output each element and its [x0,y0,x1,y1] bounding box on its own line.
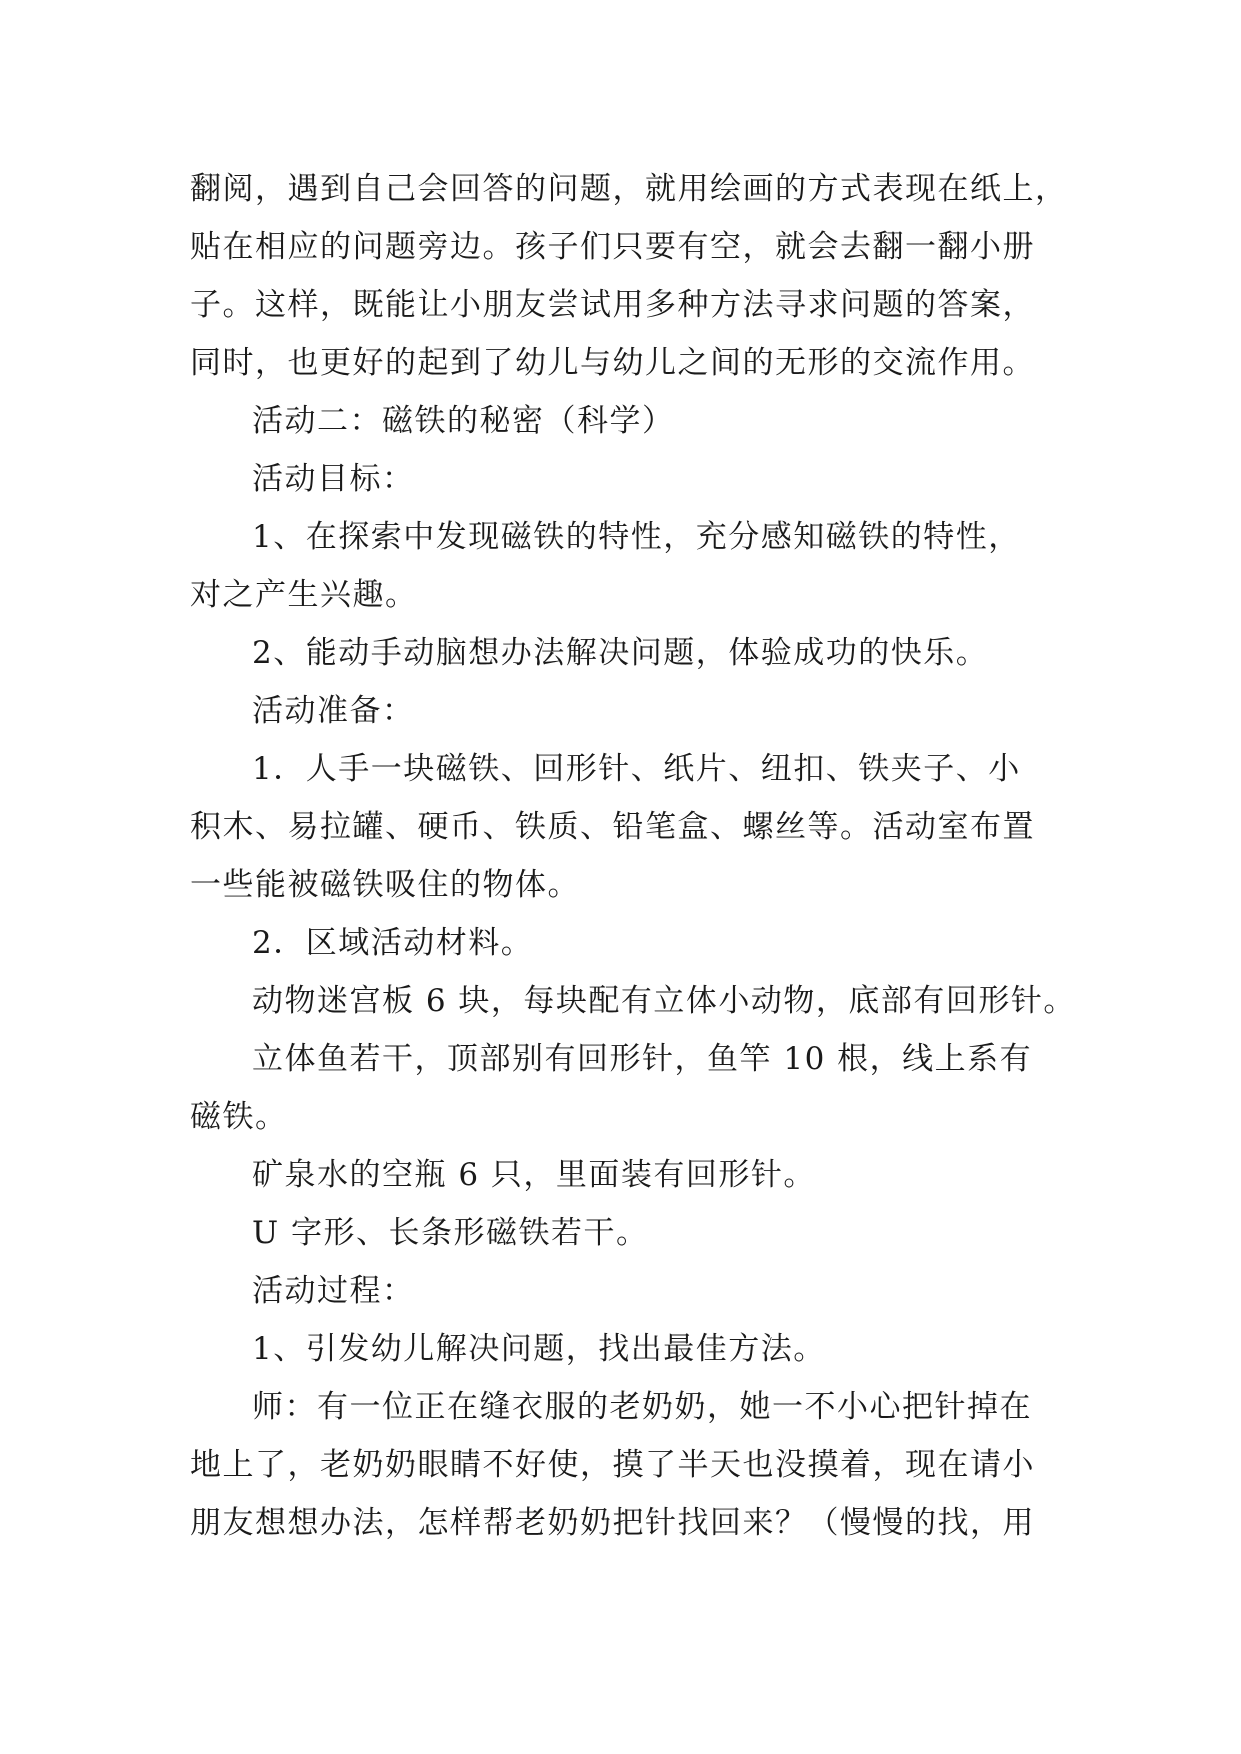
text-line: 2．区域活动材料。 [252,925,534,961]
text-line: 1．人手一块磁铁、回形针、纸片、纽扣、铁夹子、小 [252,751,1021,787]
text-line: 动物迷宫板 6 块，每块配有立体小动物，底部有回形针。 [252,983,1076,1019]
text-line: 磁铁。 [190,1099,288,1135]
text-line: U 字形、长条形磁铁若干。 [252,1215,649,1251]
text-line: 对之产生兴趣。 [190,577,418,613]
text-line: 1、引发幼儿解决问题，找出最佳方法。 [252,1331,826,1367]
text-line: 1、在探索中发现磁铁的特性，充分感知磁铁的特性， [252,519,1021,555]
text-line: 矿泉水的空瓶 6 只，里面装有回形针。 [252,1157,816,1193]
text-line: 翻阅，遇到自己会回答的问题，就用绘画的方式表现在纸上， [190,171,1068,207]
text-line: 地上了，老奶奶眼睛不好使，摸了半天也没摸着，现在请小 [190,1447,1035,1483]
text-line: 子。这样，既能让小朋友尝试用多种方法寻求问题的答案， [190,287,1035,323]
text-line: 同时，也更好的起到了幼儿与幼儿之间的无形的交流作用。 [190,345,1035,381]
text-line: 2、能动手动脑想办法解决问题，体验成功的快乐。 [252,635,989,671]
section-heading: 活动二：磁铁的秘密（科学） [252,403,675,439]
text-line: 立体鱼若干，顶部别有回形针，鱼竿 10 根，线上系有 [252,1041,1033,1077]
text-line: 朋友想想办法，怎样帮老奶奶把针找回来？（慢慢的找，用 [190,1505,1035,1541]
text-line: 一些能被磁铁吸住的物体。 [190,867,580,903]
text-line: 积木、易拉罐、硬币、铁质、铅笔盒、螺丝等。活动室布置 [190,809,1035,845]
subheading: 活动准备： [252,693,415,729]
text-line: 贴在相应的问题旁边。孩子们只要有空，就会去翻一翻小册 [190,229,1035,265]
subheading: 活动过程： [252,1273,415,1309]
subheading: 活动目标： [252,461,415,497]
text-line: 师：有一位正在缝衣服的老奶奶，她一不小心把针掉在 [252,1389,1032,1425]
